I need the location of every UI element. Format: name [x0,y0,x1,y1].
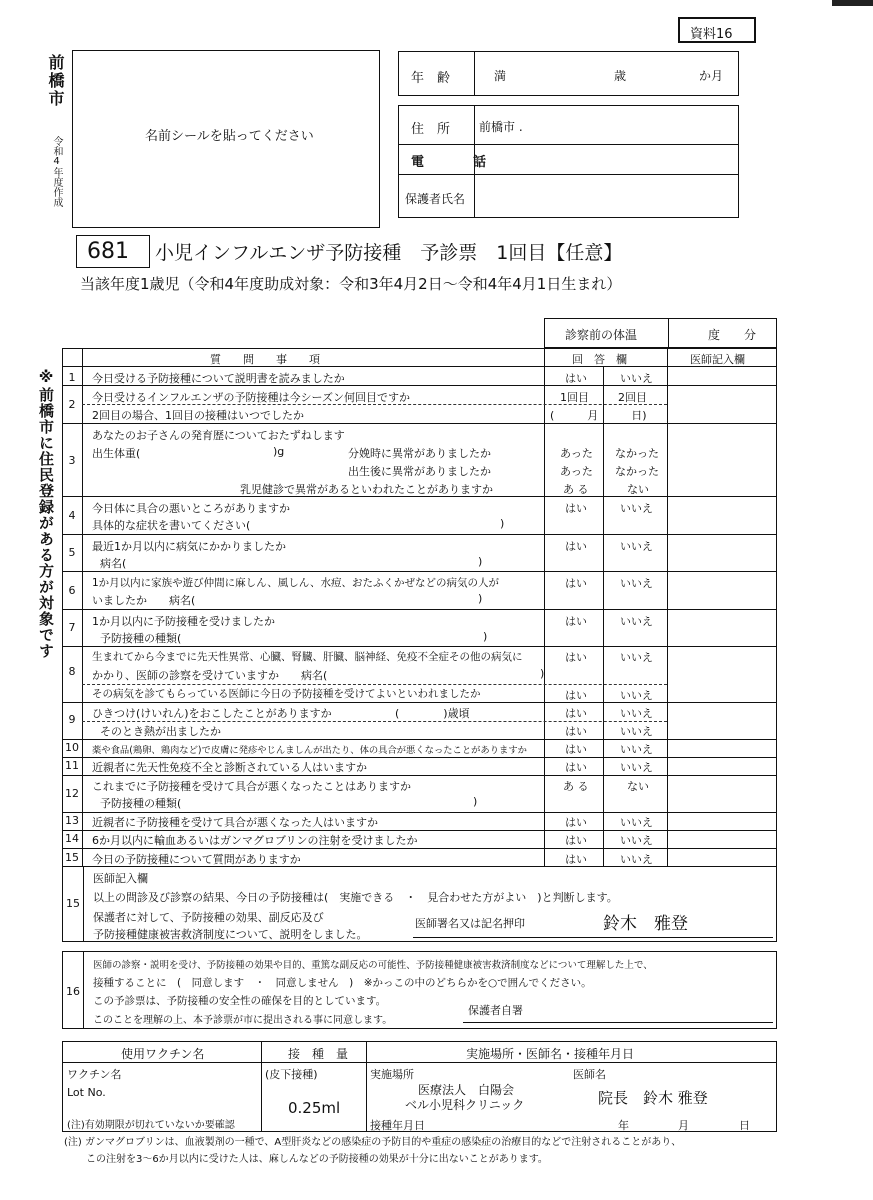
q5-number: 5 [68,546,76,559]
q2-number: 2 [68,398,76,411]
age-box [398,51,739,96]
footnote-2: この注射を3～6か月以内に受けた人は、麻しんなどの予防接種の効果が十分に出ないことがあります。 [86,1154,548,1165]
guardian-signature-label: 保護者自署 [468,1004,523,1017]
form-number-box [76,235,150,268]
q4-yes[interactable]: はい [565,502,587,515]
q3-line3: 乳児健診で異常があるといわれたことがありますか [240,483,493,496]
q2-option-1[interactable]: 1回目 [560,391,589,404]
q3-a2[interactable]: あった [560,465,593,478]
clinic-name-1: 医療法人 白陽会 [418,1083,515,1097]
expiry-note: (注)有効期限が切れていないか要確認 [67,1120,235,1131]
consent-box [62,951,777,1029]
q14-text: 6か月以内に輸血あるいはガンマグロブリンの注射を受けましたか [92,834,418,847]
clinic-name-2: ベル小児科クリニック [405,1098,525,1112]
footnote-1: (注) ガンマグロブリンは、血液製剤の一種で、A型肝炎などの感染症の予防目的や重症の感染症の治療目的などで注射されることがあり、 [64,1137,682,1148]
q8-text: 生まれてから今までに先天性異常、心臓、腎臓、肝臓、脳神経、免疫不全症その他の病気に [92,651,523,663]
q7-text: 1か月以内に予防接種を受けましたか [92,615,275,628]
q1-text: 今日受ける予防接種について説明書を読みましたか [92,372,345,385]
route: (皮下接種) [265,1068,318,1081]
q3-a3[interactable]: あ る [563,483,589,496]
q9-no[interactable]: いいえ [620,707,653,720]
q15-no[interactable]: いいえ [620,853,653,866]
phone-label: 電 話 [411,155,505,170]
name-sticker-area[interactable] [72,50,380,228]
q12-no[interactable]: ない [627,780,649,793]
doctor-entry-box [62,866,777,942]
q6-number: 6 [68,584,76,597]
q13-number: 13 [65,814,79,827]
q7-yes[interactable]: はい [565,615,587,628]
q9-text: ひきつけ(けいれん)をおこしたことがありますか [92,707,332,720]
q9-sub: そのとき熱が出ましたか [100,725,221,738]
q9-sub-no[interactable]: いいえ [620,725,653,738]
q5-text: 最近1か月以内に病気にかかりましたか [92,540,286,553]
header-doctor: 医師記入欄 [690,353,745,366]
q11-text: 近親者に先天性免疫不全と診断されている人はいますか [92,761,367,774]
vaccine-header-name: 使用ワクチン名 [121,1047,205,1061]
temperature-label: 診察前の体温 [565,328,638,342]
q3-text: あなたのお子さんの発育歴についておたずねします [92,429,345,442]
vaccine-table [62,1041,777,1132]
date-label[interactable]: 接種年月日 [370,1119,425,1132]
doctor-heading: 医師記入欄 [93,872,148,885]
vaccine-name-label[interactable]: ワクチン名 [67,1068,122,1081]
q10-no[interactable]: いいえ [620,743,653,756]
q9-number: 9 [68,713,76,726]
q2-sub: 2回目の場合、1回目の接種はいつでしたか [92,409,304,422]
q5-no[interactable]: いいえ [620,540,653,553]
q3-b1[interactable]: なかった [615,447,659,460]
age-months: か月 [699,69,724,83]
consent-line3: この予診票は、予防接種の安全性の確保を目的としています。 [93,995,387,1007]
q14-no[interactable]: いいえ [620,834,653,847]
q6-yes[interactable]: はい [565,577,587,590]
doc-label: 資料16 [690,27,733,42]
lot-label[interactable]: Lot No. [67,1086,106,1099]
q8-sub: その病気を診てもらっている医師に今日の予防接種を受けてよいといわれましたか [92,688,481,700]
doctor-name-label: 医師名 [573,1068,606,1081]
q9-yes[interactable]: はい [565,707,587,720]
q3-line2: 出生後に異常がありましたか [348,465,491,478]
q11-no[interactable]: いいえ [620,761,653,774]
q14-number: 14 [65,832,79,845]
q7-no[interactable]: いいえ [620,615,653,628]
doctor-line1: 以上の問診及び診察の結果、今日の予防接種は( 実施できる ・ 見合わせた方がよい )と判断します。 [93,891,618,904]
q11-yes[interactable]: はい [565,761,587,774]
q15-text: 今日の予防接種について質問がありますか [92,853,301,866]
form-subtitle: 当該年度1歳児（令和4年度助成対象：令和3年4月2日～令和4年4月1日生まれ） [80,275,622,293]
q8-yes[interactable]: はい [565,651,587,664]
doctor-line3: 予防接種健康被害救済制度について、説明をしました。 [93,928,368,941]
q1-number: 1 [68,371,76,384]
q10-text: 薬や食品(鶏卵、鶏肉など)で皮膚に発疹やじんましんが出たり、体の具合が悪くなったことがありますか [92,745,527,756]
temperature-unit[interactable]: 度 分 [708,328,757,342]
q2-option-2[interactable]: 2回目 [618,391,647,404]
sticker-text: 名前シールを貼ってください [145,129,314,144]
q10-number: 10 [65,741,79,754]
q9-age[interactable]: ( )歳頃 [395,707,470,720]
q4-number: 4 [68,509,76,522]
q3-b3[interactable]: ない [627,483,649,496]
q3-line1: 分娩時に異常がありましたか [348,447,491,460]
place-label: 実施場所 [370,1068,414,1081]
q4-no[interactable]: いいえ [620,502,653,515]
q6-text2[interactable]: いましたか 病名( [92,594,196,607]
q5-yes[interactable]: はい [565,540,587,553]
doctor-line2: 保護者に対して、予防接種の効果、副反応及び [93,911,324,924]
made-note: 令和4年度作成 [51,136,62,207]
header-question: 質 問 事 項 [210,353,320,366]
vaccine-doctor-name: 院長 鈴木 雅登 [598,1089,708,1107]
q13-no[interactable]: いいえ [620,816,653,829]
q3-b2[interactable]: なかった [615,465,659,478]
vaccine-header-place: 実施場所・医師名・接種年月日 [466,1047,635,1061]
q8-text2[interactable]: かかり、医師の診察を受けていますか 病名( [92,669,328,682]
q15-yes[interactable]: はい [565,853,587,866]
q4-sub[interactable]: 具体的な症状を書いてください( [92,519,251,532]
q8-sub-no[interactable]: いいえ [620,689,653,702]
q11-number: 11 [65,759,79,772]
consent-line4: このことを理解の上、本予診票が市に提出される事に同意します。 [93,1015,393,1026]
q7-sub[interactable]: 予防接種の種類( [100,632,182,645]
guardian-label: 保護者氏名 [405,192,466,206]
q14-yes[interactable]: はい [565,834,587,847]
doctor-signature-label: 医師署名又は記名押印 [415,917,525,930]
q15-number: 15 [65,851,79,864]
q1-no[interactable]: いいえ [620,372,653,385]
form-number: 681 [87,239,129,264]
q4-text: 今日体に具合の悪いところがありますか [92,502,290,515]
q12-text: これまでに予防接種を受けて具合が悪くなったことはありますか [92,780,411,793]
q13-yes[interactable]: はい [565,816,587,829]
q6-text: 1か月以内に家族や遊び仲間に麻しん、風しん、水痘、おたふくかぜなどの病気の人が [92,577,499,589]
consent-line1: 医師の診察・説明を受け、予防接種の効果や目的、重篤な副反応の可能性、予防接種健康被害救済制度などについて理解した上で、 [93,960,653,971]
q8-no[interactable]: いいえ [620,651,653,664]
date-month: 月 [678,1119,689,1132]
q12-number: 12 [65,787,79,800]
address-label: 住 所 [411,122,451,137]
q3-gram: )g [273,445,285,458]
q3-number: 3 [68,454,76,467]
side-note: ※前橋市に住民登録がある方が対象です [37,368,55,659]
q12-yes[interactable]: あ る [563,780,589,793]
scan-shadow [832,0,873,6]
doc-label-box [678,17,756,43]
date-year: 年 [618,1119,629,1132]
q5-sub[interactable]: 病名( [100,557,127,570]
q8-number: 8 [68,665,76,678]
form-title: 小児インフルエンザ予防接種 予診票 1回目【任意】 [155,242,623,264]
q7-number: 7 [68,621,76,634]
dose: 0.25ml [288,1099,341,1117]
q1-yes[interactable]: はい [565,372,587,385]
city-vertical: 前橋市 [46,54,65,108]
address-value[interactable]: 前橋市 . [479,120,523,134]
q3-weight[interactable]: 出生体重( [92,447,141,460]
guardian-info-box [398,105,739,218]
header-answer: 回 答 欄 [572,353,627,366]
doctor-number: 15 [66,897,80,910]
date-day: 日 [739,1119,750,1132]
q8-sub-yes[interactable]: はい [565,689,587,702]
q10-yes[interactable]: はい [565,743,587,756]
age-years: 歳 [614,69,627,83]
q2-date[interactable]: ( 月 日) [550,409,647,422]
q9-sub-yes[interactable]: はい [565,725,587,738]
age-label: 年 齢 [411,71,451,86]
q3-a1[interactable]: あった [560,447,593,460]
consent-line2[interactable]: 接種することに ( 同意します ・ 同意しません ) ※かっこの中のどちらかを○で囲んでください。 [93,977,592,989]
q2-text: 今日受けるインフルエンザの予防接種は今シーズン何回目ですか [92,391,411,404]
age-full: 満 [494,69,507,83]
consent-number: 16 [66,985,80,998]
doctor-signature[interactable]: 鈴木 雅登 [603,914,688,934]
q13-text: 近親者に予防接種を受けて具合が悪くなった人はいますか [92,816,378,829]
temperature-box [544,318,777,348]
q6-no[interactable]: いいえ [620,577,653,590]
q12-sub[interactable]: 予防接種の種類( [100,797,182,810]
vaccine-header-dose: 接 種 量 [288,1047,349,1061]
